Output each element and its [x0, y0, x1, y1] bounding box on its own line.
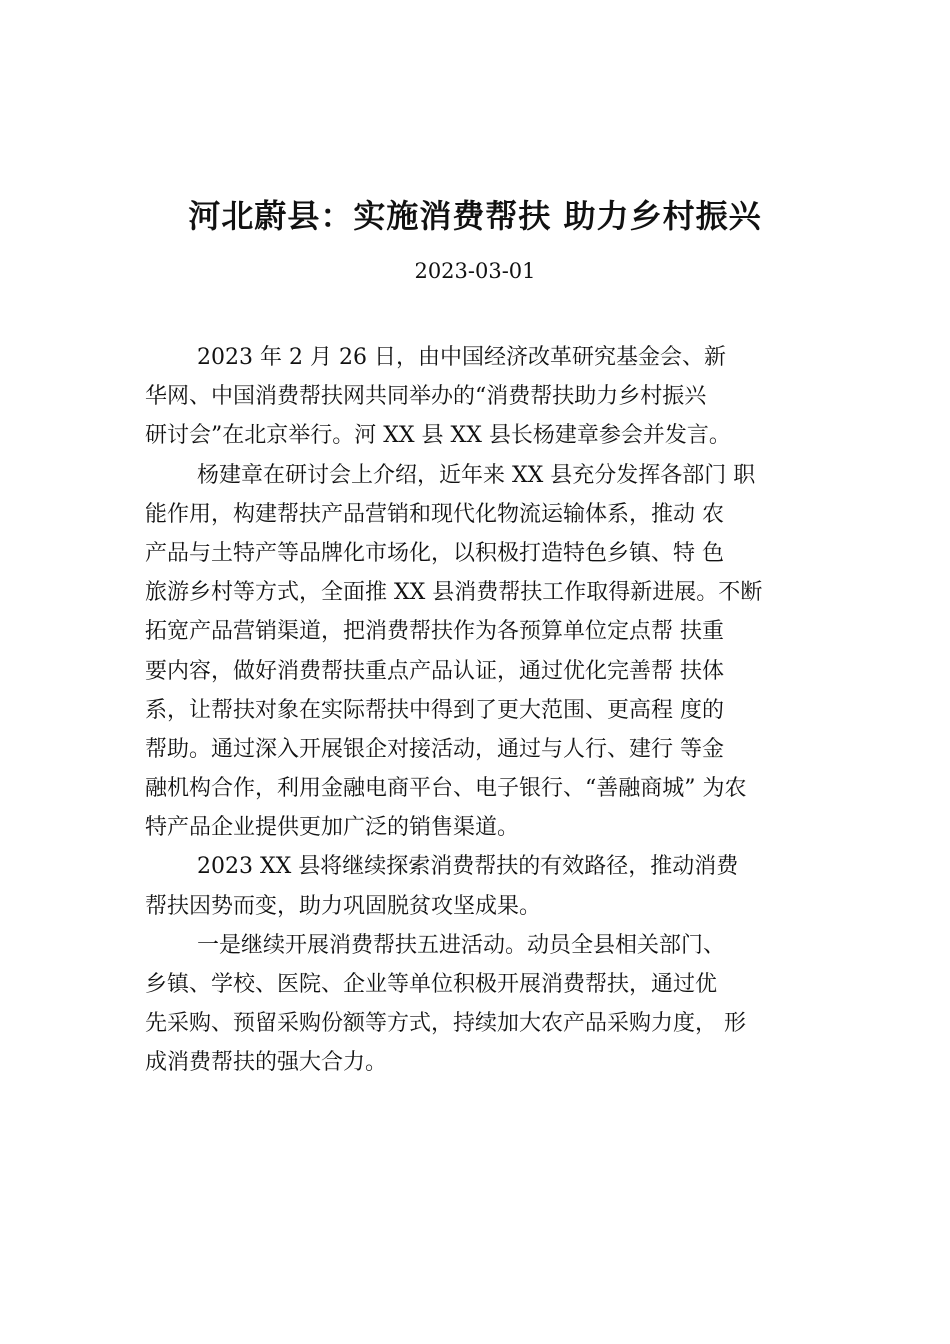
paragraph-line: 帮助。通过深入开展银企对接活动，通过与人行、建行 等金 [145, 736, 724, 762]
paragraph [145, 456, 845, 848]
paragraph-line: 2023 年 2 月 26 日，由中国经济改革研究基金会、新 [197, 345, 726, 370]
paragraph [145, 338, 845, 456]
paragraph-line: 融机构合作，利用金融电商平台、电子银行、“善融商城” 为农 [145, 776, 747, 802]
paragraph-line: 2023 XX 县将继续探索消费帮扶的有效路径，推动消费 [197, 854, 739, 880]
paragraph-line: 系，让帮扶对象在实际帮扶中得到了更大范围、更高程 度的 [145, 697, 724, 723]
paragraph-line: 旅游乡村等方式，全面推 XX 县消费帮扶工作取得新进展。不断 [145, 580, 763, 606]
paragraph [145, 926, 845, 1083]
paragraph-line: 研讨会”在北京举行。河 XX 县 XX 县长杨建章参会并发言。 [145, 423, 731, 449]
document-title: 河北蔚县：实施消费帮扶 助力乡村振兴 [188, 197, 762, 235]
paragraph-line: 一是继续开展消费帮扶五进活动。动员全县相关部门、 [197, 932, 726, 958]
paragraph-line: 能作用，构建帮扶产品营销和现代化物流运输体系，推动 农 [145, 501, 724, 527]
paragraph-line: 帮扶因势而变，助力巩固脱贫攻坚成果。 [145, 893, 542, 919]
paragraph-line: 特产品企业提供更加广泛的销售渠道。 [145, 815, 520, 841]
article-body [145, 338, 845, 1083]
paragraph-line: 先采购、预留采购份额等方式，持续加大农产品采购力度， 形 [145, 1011, 746, 1037]
publish-date: 2023-03-01 [414, 259, 536, 283]
paragraph-line: 成消费帮扶的强大合力。 [145, 1050, 388, 1076]
paragraph-line: 华网、中国消费帮扶网共同举办的“消费帮扶助力乡村振兴 [145, 384, 707, 410]
paragraph [145, 847, 845, 925]
paragraph-line: 产品与土特产等品牌化市场化，以积极打造特色乡镇、特 色 [145, 540, 724, 566]
paragraph-line: 乡镇、学校、医院、企业等单位积极开展消费帮扶，通过优 [145, 972, 718, 997]
paragraph-line: 杨建章在研讨会上介绍，近年来 XX 县充分发挥各部门 职 [197, 462, 756, 488]
paragraph-line: 拓宽产品营销渠道，把消费帮扶作为各预算单位定点帮 扶重 [145, 619, 724, 645]
paragraph-line: 要内容，做好消费帮扶重点产品认证，通过优化完善帮 扶体 [145, 658, 724, 684]
